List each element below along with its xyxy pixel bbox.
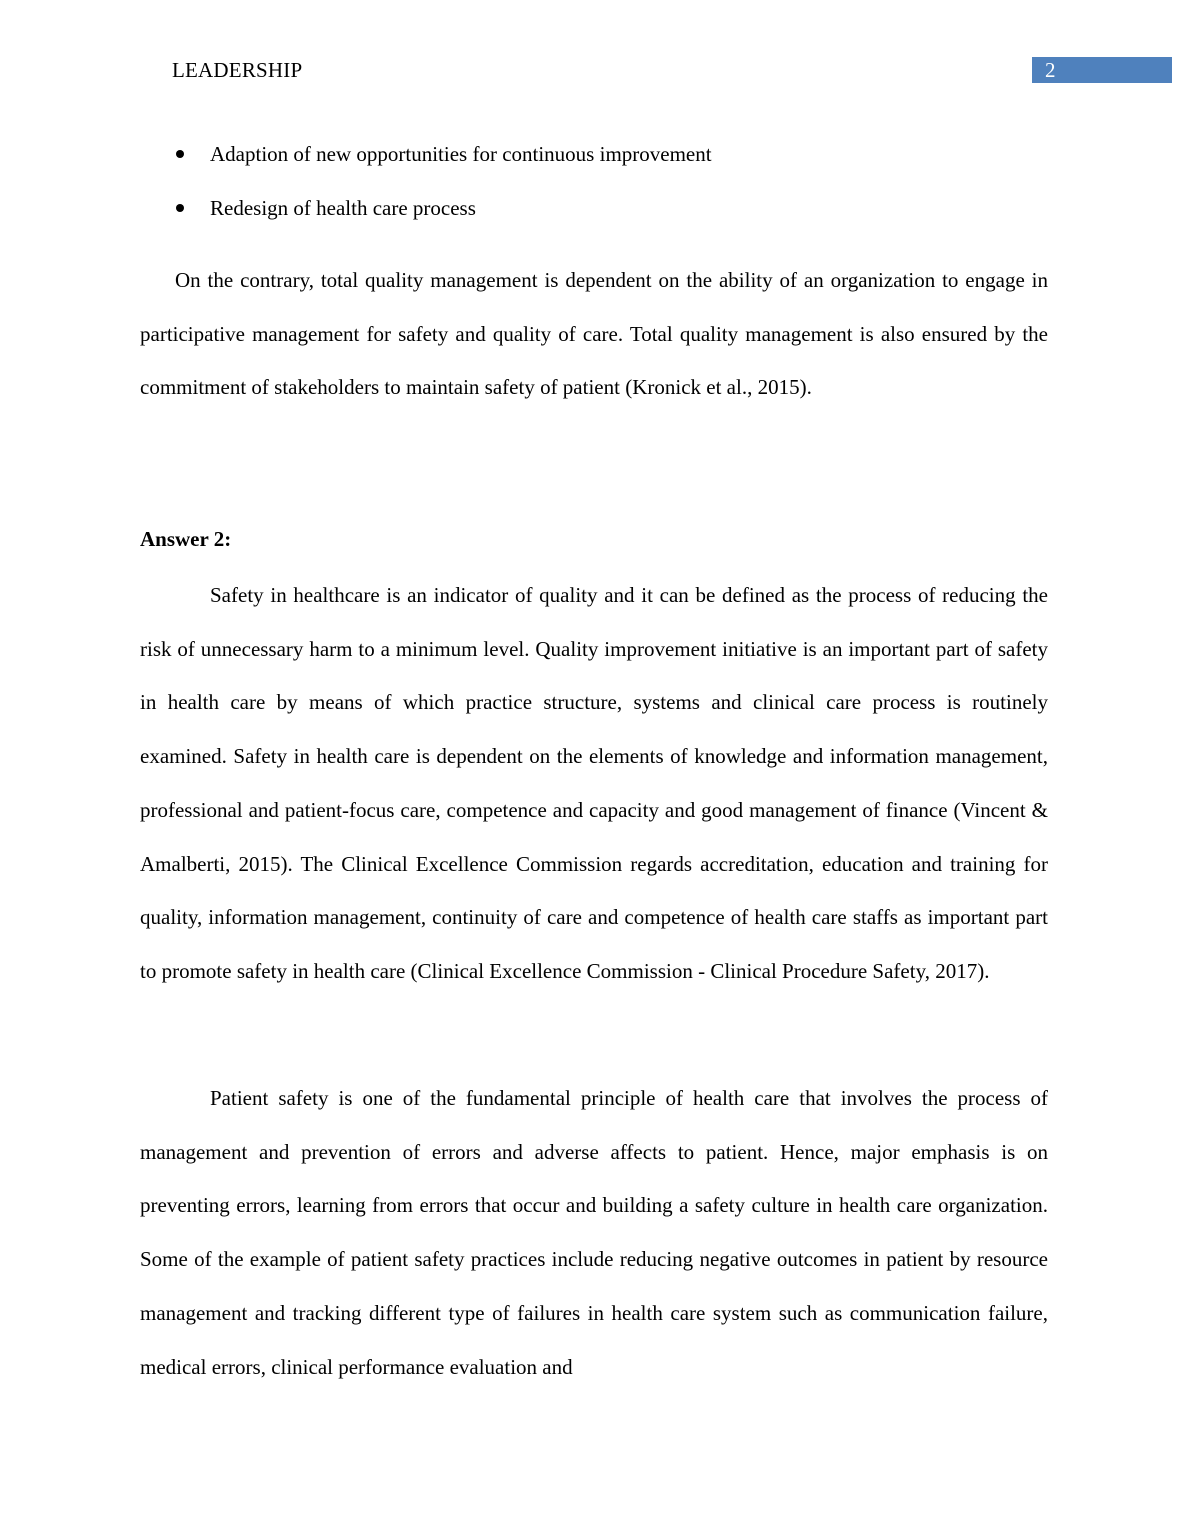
answer-heading: Answer 2:: [140, 527, 232, 551]
page-number-bar: [1032, 57, 1172, 83]
bullet-list: [172, 139, 712, 247]
bullet-text: Adaption of new opportunities for continuous improvement: [210, 142, 712, 166]
bullet-text: Redesign of health care process: [210, 196, 476, 220]
paragraph-patient-safety: Patient safety is one of the fundamental principle of health care that involves the process of management and prevention of errors and adverse affects to patient. Hence, major emphasis is on preventing errors, learning from errors that occur and building a safety culture in health care organization. Some of the example of patient safety practices include reducing negative outcomes in patient by resource management and tracking different type of failures in health care system such as communication failure, medical errors, clinical performance evaluation and: [140, 1086, 1048, 1379]
bullet-item: [172, 139, 712, 169]
bullet-icon: [176, 204, 184, 212]
bullet-item: [172, 193, 712, 223]
running-head: LEADERSHIP: [172, 58, 303, 82]
paragraph-tqm: On the contrary, total quality management is dependent on the ability of an organization to engage in participative management for safety and quality of care. Total quality management is also ensured by the commitment of stakeholders to maintain safety of patient (Kronick et al., 2015).: [140, 268, 1048, 400]
page-number: 2: [1045, 58, 1056, 82]
bullet-icon: [176, 150, 184, 158]
paragraph-safety: Safety in healthcare is an indicator of quality and it can be defined as the process of reducing the risk of unnecessary harm to a minimum level. Quality improvement initiative is an important part of safety in health care by means of which practice structure, systems and clinical care process is routinely examined. Safety in health care is dependent on the elements of knowledge and information management, professional and patient-focus care, competence and capacity and good management of finance (Vincent & Amalberti, 2015). The Clinical Excellence Commission regards accreditation, education and training for quality, information management, continuity of care and competence of health care staffs as important part to promote safety in health care (Clinical Excellence Commission - Clinical Procedure Safety, 2017).: [140, 583, 1048, 983]
